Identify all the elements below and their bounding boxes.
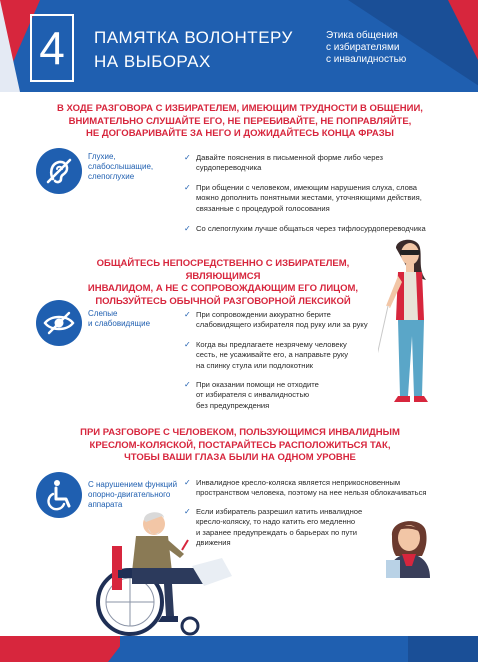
check-icon: ✓	[184, 339, 191, 349]
category-line: слепоглухие	[88, 172, 135, 181]
section-1-heading-line: В ХОДЕ РАЗГОВОРА С ИЗБИРАТЕЛЕМ, ИМЕЮЩИМ ТРУДНОСТИ В ОБЩЕНИИ,	[57, 103, 423, 114]
deaf-ear-icon	[36, 148, 82, 194]
tip-line: от избирателя с инвалидностью	[196, 390, 310, 400]
tip-line: можно дополнить понятными жестами, уточняющими действия,	[196, 193, 422, 203]
light-stripe-decoration	[0, 0, 20, 92]
tip-line: без предупреждения	[196, 400, 270, 410]
tip-item	[184, 153, 424, 174]
check-icon: ✓	[184, 310, 191, 319]
title-line-1: ПАМЯТКА ВОЛОНТЕРУ	[94, 28, 293, 47]
check-icon: ✓	[184, 224, 191, 234]
category-line: опорно-двигательного	[88, 490, 171, 499]
section-2-heading-line: ОБЩАЙТЕСЬ НЕПОСРЕДСТВЕННО С ИЗБИРАТЕЛЕМ, ЯВЛЯЮЩИМСЯ	[96, 258, 350, 282]
tip-line: Когда вы предлагаете незрячему человеку	[196, 339, 347, 349]
tip-line: слабовидящего избирателя под руку или за руку	[196, 320, 368, 330]
section-1-heading	[40, 103, 440, 141]
check-icon: ✓	[184, 506, 191, 516]
section-3-heading-line: ПРИ РАЗГОВОРЕ С ЧЕЛОВЕКОМ, ПОЛЬЗУЮЩИМСЯ ИНВАЛИДНЫМ	[80, 427, 400, 438]
section-2-heading-line: ИНВАЛИДОМ, А НЕ С СОПРОВОЖДАЮЩИМ ЕГО ЛИЦОМ,	[87, 283, 359, 294]
blind-woman-illustration	[378, 236, 448, 416]
check-icon: ✓	[184, 153, 191, 162]
tip-item	[184, 478, 456, 499]
tip-line: сурдопереводчика	[196, 163, 262, 173]
tip-line: и заранее предупреждать о барьерах по пути	[196, 527, 358, 537]
tip-line: связанные с процедурой голосования	[196, 203, 330, 213]
section-2-heading-line: ПОЛЬЗУЙТЕСЬ ОБЫЧНОЙ РАЗГОВОРНОЙ ЛЕКСИКОЙ	[95, 295, 351, 307]
page-subtitle	[326, 30, 406, 66]
category-line: С нарушением функций	[88, 480, 178, 489]
tip-line: При общении с человеком, имеющим нарушения слуха, слова	[196, 182, 418, 192]
section-2-heading	[58, 258, 388, 308]
check-icon: ✓	[184, 182, 191, 192]
tip-line: движения	[196, 538, 231, 548]
category-blind	[88, 309, 168, 329]
subtitle-line-3: с инвалидностью	[326, 54, 407, 65]
tip-line: сесть, не усаживайте его, а направьте руку	[196, 350, 349, 360]
category-line: Глухие,	[88, 152, 116, 161]
section-2-tips	[184, 310, 396, 418]
category-line: Слепые	[88, 309, 118, 318]
tip-line: Со слепоглухим лучше общаться через тифлосурдопереводчика	[196, 224, 426, 234]
tip-line: При оказании помощи не отходите	[196, 380, 319, 390]
footer-banner	[0, 636, 478, 662]
title-line-2: НА ВЫБОРАХ	[94, 52, 211, 71]
section-1-heading-line: НЕ ДОГОВАРИВАЙТЕ ЗА НЕГО И ДОЖИДАЙТЕСЬ КОНЦА ФРАЗЫ	[86, 128, 394, 139]
subtitle-line-1: Этика общения	[326, 30, 398, 41]
section-3-heading-line: ЧТОБЫ ВАШИ ГЛАЗА БЫЛИ НА ОДНОМ УРОВНЕ	[124, 452, 356, 463]
footer-wedge	[108, 636, 128, 662]
tip-item	[184, 224, 456, 234]
section-3-heading-line: КРЕСЛОМ-КОЛЯСКОЙ, ПОСТАРАЙТЕСЬ РАСПОЛОЖИТЬСЯ ТАК,	[89, 439, 391, 451]
tip-item	[184, 310, 396, 331]
tip-item	[184, 380, 396, 411]
category-line: аппарата	[88, 500, 123, 509]
badge-number: 4	[39, 22, 65, 74]
category-deaf	[88, 152, 168, 182]
number-badge	[30, 14, 74, 82]
tip-item	[184, 183, 424, 214]
tip-line: на спинку стула или подлокотник	[196, 360, 314, 370]
tip-line: При сопровождении аккуратно берите	[196, 310, 331, 319]
check-icon: ✓	[184, 478, 191, 487]
volunteer-illustration	[380, 514, 440, 578]
subtitle-line-2: с избирателями	[326, 42, 400, 53]
tip-line: пространством человека, поэтому на нее нельзя облокачиваться	[196, 488, 427, 498]
header-banner	[0, 0, 478, 92]
wheelchair-icon	[36, 472, 82, 518]
tip-line: Если избиратель разрешил катить инвалидное	[196, 506, 363, 516]
wheelchair-man-illustration	[92, 506, 252, 638]
section-1-heading-line: ВНИМАТЕЛЬНО СЛУШАЙТЕ ЕГО, НЕ ПЕРЕБИВАЙТЕ, НЕ ПОПРАВЛЯЙТЕ,	[68, 115, 412, 127]
tip-line: Инвалидное кресло-коляска является неприкосновенным	[196, 478, 401, 487]
tip-item	[184, 340, 396, 371]
crossed-eye-icon	[36, 300, 82, 346]
section-1-tips	[184, 153, 456, 241]
category-line: и слабовидящие	[88, 319, 151, 328]
tip-line: Давайте пояснения в письменной форме либо через	[196, 153, 384, 162]
footer-dark-stripe	[408, 636, 478, 662]
footer-red-stripe	[0, 636, 120, 662]
tip-line: кресло-коляску, то надо катить его медленно	[196, 517, 356, 527]
check-icon: ✓	[184, 380, 191, 390]
page-title	[94, 26, 293, 74]
section-3-heading	[60, 427, 420, 465]
category-line: слабослышащие,	[88, 162, 154, 171]
red-corner-decoration	[448, 0, 478, 60]
